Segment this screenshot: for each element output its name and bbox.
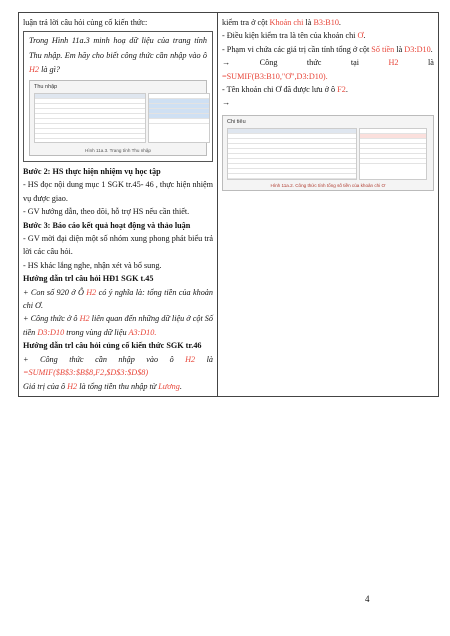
summary-table-image: [359, 128, 427, 180]
answer-3: + Công thức cần nhập vào ô H2 là =SUMIF($B$3:$B$8,F2,$D$3:$D$8): [23, 354, 213, 378]
figure-thu-nhap: [29, 80, 207, 156]
lesson-table: [18, 12, 439, 397]
figure-caption: Hình 11a.3. Trang tính Thu nhập: [85, 148, 151, 154]
step2-text-a: - HS đọc nội dung mục 1 SGK tr.45- 46 , thực hiện nhiệm vụ được giao.: [23, 180, 213, 203]
left-column: [19, 13, 218, 397]
step2-heading: Bước 2: HS thực hiện nhiệm vụ học tập: [23, 167, 161, 177]
figure-caption: Hình 11a.2. Công thức tính tổng số tiền của khoản chi Ơ: [270, 182, 386, 188]
step3-text-b: - HS khác lắng nghe, nhận xét và bổ sung.: [23, 260, 162, 270]
formula-text: =SUMIF(B3:B10,"Ơ",D3:D10).: [222, 71, 328, 81]
question-text: Trong Hình 11a.3 minh hoạ dữ liệu của trang tính Thu nhập. Em hãy cho biết công thức cần nhập vào ô H2 là gì?: [29, 36, 207, 74]
question-box: [23, 31, 213, 162]
cell-ref: H2: [29, 64, 40, 74]
lesson-page: [18, 12, 432, 397]
spreadsheet-image: [34, 93, 146, 143]
arrow-icon: →: [222, 58, 231, 68]
right-text-3: - Phạm vi chứa các giá trị cần tính tổng ở cột Số tiền là D3:D10.: [222, 44, 433, 54]
spreadsheet-image: [227, 128, 357, 180]
guide-heading-2: Hướng dẫn trl câu hỏi củng cố kiến thức SGK tr.46: [23, 341, 202, 351]
right-text-4: → Công thức tại H2 là: [222, 56, 434, 69]
step3-text-a: - GV mời đại diện một số nhóm xung phong phát biểu trả lời các câu hỏi.: [23, 234, 213, 257]
figure-title: Chi tiêu: [227, 118, 246, 125]
right-text-1: kiểm tra ở cột Khoản chi là B3:B10.: [222, 18, 341, 27]
answer-4: Giá trị của ô H2 là tổng tiền thu nhập từ Lương.: [23, 381, 182, 391]
answer-1: + Con số 920 ở Ô H2 có ý nghĩa là: tổng tiền của khoản chi Ơ.: [23, 287, 213, 311]
right-text-5: - Tên khoản chi Ơ đã được lưu ở ô F2.: [222, 85, 348, 95]
arrow-icon: →: [222, 98, 231, 108]
figure-chi-tieu: [222, 115, 434, 191]
answer-2: + Công thức ở ô H2 liên quan đến những dữ liệu ở cột Số tiền D3:D10 trong vùng dữ liệu A3:D10.: [23, 314, 213, 337]
step3-heading: Bước 3: Báo cáo kết quả hoạt động và thảo luận: [23, 220, 191, 230]
guide-heading-1: Hướng dẫn trl câu hỏi HĐ1 SGK t.45: [23, 274, 154, 284]
right-text-2: - Điều kiện kiểm tra là tên của khoản chi Ơ.: [222, 31, 366, 41]
page-number: 4: [365, 594, 370, 604]
summary-table-image: [148, 93, 210, 143]
intro-text: luận trả lời câu hỏi củng cố kiến thức:: [23, 18, 148, 27]
step2-text-b: - GV hướng dẫn, theo dõi, hỗ trợ HS nếu cần thiết.: [23, 207, 190, 217]
right-column: [218, 13, 439, 397]
figure-title: Thu nhập: [34, 84, 58, 91]
